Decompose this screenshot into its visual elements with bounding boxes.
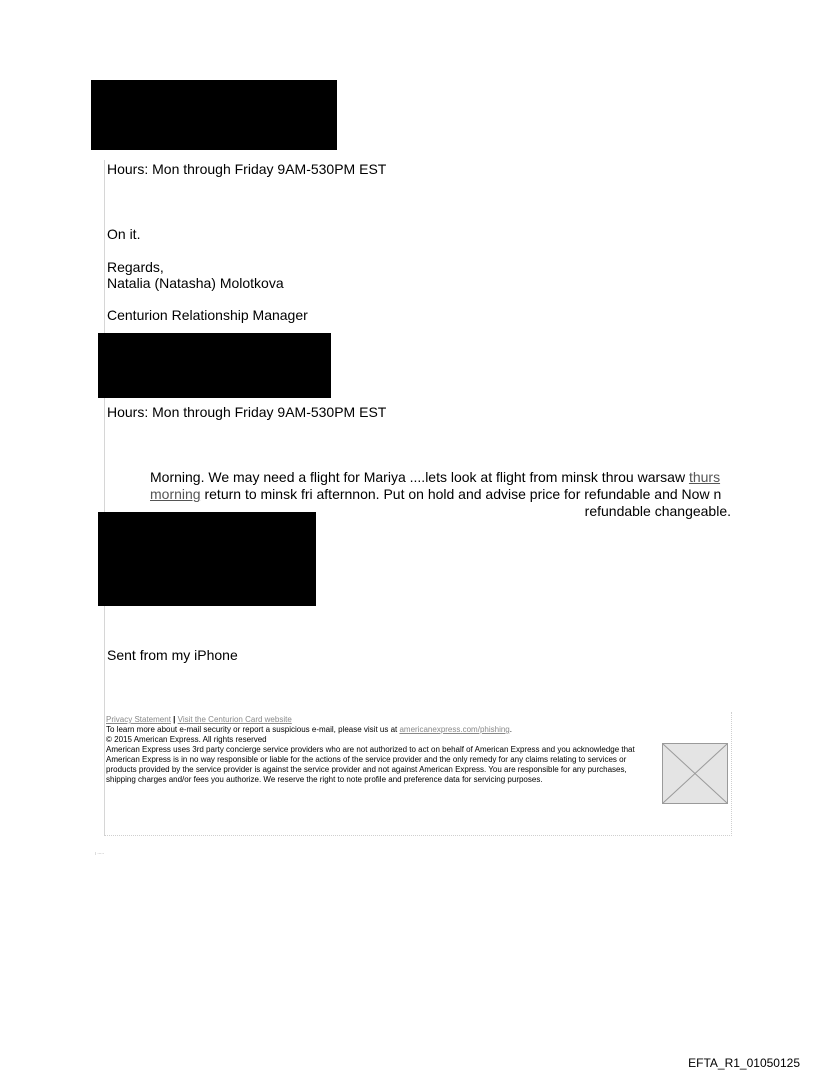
- regards-line: Regards,: [107, 259, 164, 275]
- redaction-block: [91, 80, 337, 150]
- centurion-link[interactable]: Visit the Centurion Card website: [177, 715, 292, 724]
- hours-line: Hours: Mon through Friday 9AM-530PM EST: [107, 404, 387, 420]
- signature-line: Sent from my iPhone: [107, 647, 238, 663]
- phishing-link[interactable]: americanexpress.com/phishing: [399, 725, 510, 734]
- image-placeholder-icon: [662, 743, 728, 804]
- date-link[interactable]: thurs: [688, 469, 721, 485]
- redaction-block: [98, 512, 316, 606]
- disclaimer: American Express uses 3rd party concierge service providers who are not authorized to act on behalf of American Express and you acknowledge that American Express is in no way responsible or liable for the actions of the service provider and the only remedy for any claims relating to services or products provided by the service provider is against the service provider and not against American Express. You are responsible for any purchases, shipping charges and/or fees you authorize. We reserve the right to note profile and preference data for servicing purposes.: [106, 745, 635, 784]
- footer-links: [106, 715, 658, 725]
- footer-text: [106, 715, 658, 785]
- reply-line: On it.: [107, 226, 141, 242]
- quoted-text: refundable changeable.: [584, 503, 731, 519]
- quoted-text: return to minsk fri afternnon. Put on hold and advise price for refundable and Now n: [200, 486, 722, 502]
- hours-line: Hours: Mon through Friday 9AM-530PM EST: [107, 161, 387, 177]
- copyright: © 2015 American Express. All rights reserved: [106, 735, 267, 744]
- sender-name: Natalia (Natasha) Molotkova: [107, 275, 284, 291]
- quoted-text: Morning. We may need a flight for Mariya ....lets look at flight from minsk throu warsaw: [150, 469, 689, 485]
- date-link[interactable]: morning: [150, 486, 201, 502]
- tiny-mark: ⁝ ·····: [95, 851, 105, 856]
- sender-title: Centurion Relationship Manager: [107, 307, 308, 323]
- security-notice: [106, 725, 658, 735]
- security-end: .: [509, 725, 512, 734]
- email-footer: [104, 712, 732, 836]
- document-id: EFTA_R1_01050125: [688, 1056, 800, 1070]
- privacy-link[interactable]: Privacy Statement: [106, 715, 171, 724]
- security-text: To learn more about e-mail security or report a suspicious e-mail, please visit us at: [106, 725, 400, 734]
- redaction-block: [98, 333, 331, 398]
- link-separator: |: [173, 715, 176, 724]
